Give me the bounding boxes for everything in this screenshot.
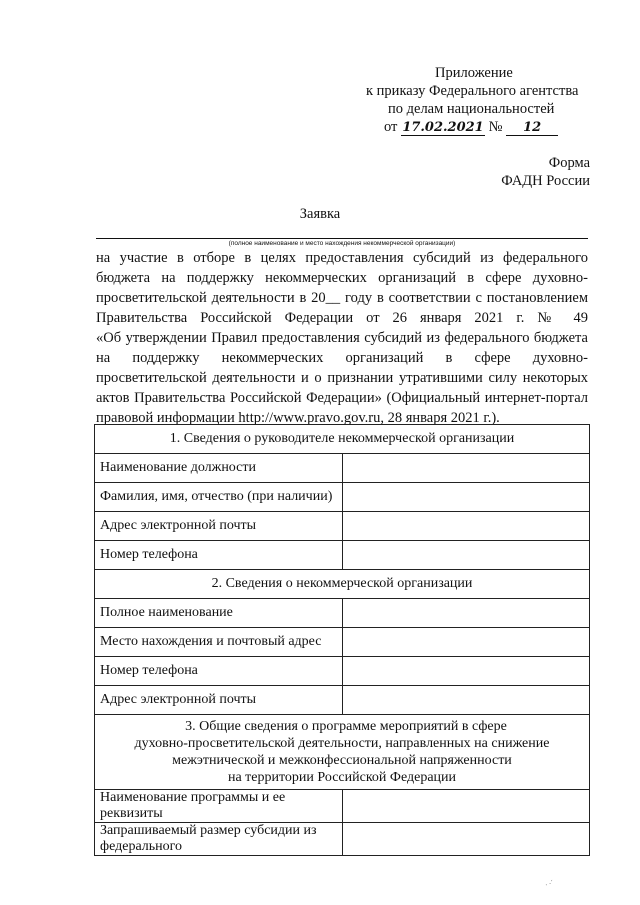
row-value-cell[interactable]	[342, 790, 590, 823]
row-value-cell[interactable]	[342, 512, 590, 541]
section-3-heading-line: духовно-просветительской деятельности, направленных на снижение	[134, 736, 550, 751]
document-title: Заявка	[299, 206, 341, 222]
row-value-cell[interactable]	[342, 483, 590, 512]
appendix-agency-line: по делам национальностей	[388, 101, 555, 117]
row-value-cell[interactable]	[342, 628, 590, 657]
handwritten-date: 17.02.2021	[402, 120, 484, 135]
row-value-cell[interactable]	[342, 657, 590, 686]
row-label: Наименование должности	[95, 454, 343, 483]
handwritten-number: 12	[506, 120, 558, 136]
row-label: Фамилия, имя, отчество (при наличии)	[95, 483, 343, 512]
table-row	[95, 454, 590, 483]
appendix-order-line: к приказу Федерального агентства	[366, 83, 579, 99]
appendix-header	[360, 64, 610, 136]
row-value-cell[interactable]	[342, 823, 590, 856]
table-row	[95, 483, 590, 512]
body-line: Правительства Российской Федерации от 26 января 2021 г. № 49	[96, 310, 588, 326]
row-value-cell[interactable]	[342, 454, 590, 483]
row-value-cell[interactable]	[342, 599, 590, 628]
table-row	[95, 790, 590, 823]
application-table	[94, 424, 590, 856]
section-2-heading: 2. Сведения о некоммерческой организации	[95, 570, 590, 599]
row-label: Полное наименование	[95, 599, 343, 628]
body-line: бюджета на поддержку некоммерческих организаций в сфере духовно-	[96, 270, 588, 286]
scan-speck: · ·´	[543, 878, 555, 890]
row-value-cell[interactable]	[342, 541, 590, 570]
row-label: Место нахождения и почтовый адрес	[95, 628, 343, 657]
section-3-heading	[95, 715, 590, 790]
table-row	[95, 686, 590, 715]
body-line: просветительской деятельности и о признании утратившими силу некоторых	[96, 370, 588, 386]
appendix-date-line	[360, 118, 610, 136]
number-sign: №	[488, 119, 503, 135]
section-1-heading: 1. Сведения о руководителе некоммерческой организации	[95, 425, 590, 454]
row-label: Наименование программы и ее реквизиты	[95, 790, 343, 823]
form-line-1: Форма	[548, 155, 590, 171]
table-row	[95, 823, 590, 856]
application-body-text	[96, 248, 588, 428]
table-row	[95, 512, 590, 541]
table-row	[95, 541, 590, 570]
table-row	[95, 628, 590, 657]
body-line: просветительской деятельности в 20__ году в соответствии с постановлением	[96, 290, 588, 306]
section-3-heading-line: межэтнической и межконфессиональной напряженности	[172, 753, 512, 768]
body-line: правовой информации http://www.pravo.gov.ru, 28 января 2021 г.).	[96, 410, 500, 426]
row-label: Запрашиваемый размер субсидии из федерального	[95, 823, 343, 856]
form-label	[450, 154, 590, 190]
table-row	[95, 599, 590, 628]
section-3-heading-line: 3. Общие сведения о программе мероприятий в сфере	[185, 719, 507, 734]
section-3-heading-line: на территории Российской Федерации	[227, 770, 457, 785]
row-label: Адрес электронной почты	[95, 686, 343, 715]
table-row	[95, 657, 590, 686]
appendix-title: Приложение	[435, 65, 513, 81]
row-label: Номер телефона	[95, 541, 343, 570]
body-line: «Об утверждении Правил предоставления субсидий из федерального бюджета	[96, 330, 588, 346]
org-name-caption: (полное наименование и место нахождения некоммерческой организации)	[228, 240, 456, 247]
body-line: на поддержку некоммерческих организаций в сфере духовно-	[96, 350, 588, 366]
row-label: Адрес электронной почты	[95, 512, 343, 541]
org-name-blank-line	[96, 238, 588, 239]
row-value-cell[interactable]	[342, 686, 590, 715]
body-line: на участие в отборе в целях предоставления субсидий из федерального	[96, 250, 588, 266]
form-line-2: ФАДН России	[501, 173, 590, 189]
body-line: актов Правительства Российской Федерации» (Официальный интернет-портал	[96, 390, 588, 406]
date-prefix: от	[384, 119, 398, 135]
row-label: Номер телефона	[95, 657, 343, 686]
